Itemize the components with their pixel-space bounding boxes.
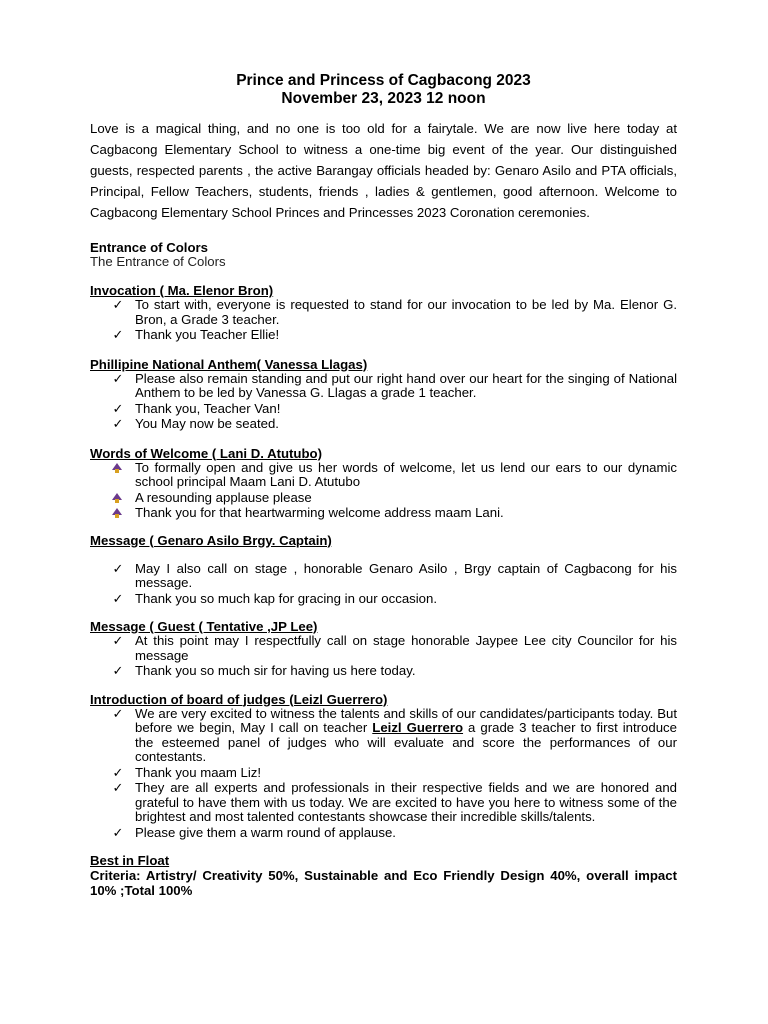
check-mark-icon: ✓ — [112, 400, 124, 416]
check-mark-icon: ✓ — [112, 416, 124, 431]
welcome-heading: Words of Welcome ( Lani D. Atutubo) — [90, 445, 322, 461]
list-item: ✓ Thank you so much kap for gracing in our occasion. — [90, 592, 677, 607]
section-entrance — [90, 240, 677, 269]
section-message-captain — [90, 533, 677, 607]
entrance-text: The Entrance of Colors — [90, 254, 226, 269]
message-captain-heading: Message ( Genaro Asilo Brgy. Captain) — [90, 532, 332, 548]
check-mark-icon: ✓ — [112, 663, 124, 678]
list-item: A resounding applause please — [90, 491, 677, 506]
check-mark-icon: ✓ — [112, 327, 124, 342]
check-mark-icon: ✓ — [112, 370, 124, 386]
list-item: ✓ Please give them a warm round of applause. — [90, 826, 677, 841]
check-mark-icon: ✓ — [112, 780, 124, 795]
entrance-heading: Entrance of Colors — [90, 240, 208, 255]
section-anthem — [90, 357, 677, 432]
check-mark-icon: ✓ — [112, 764, 124, 780]
list-item: ✓ Thank you so much sir for having us here today. — [90, 664, 677, 679]
list-item: ✓ Thank you Teacher Ellie! — [90, 328, 677, 343]
check-mark-icon: ✓ — [112, 824, 124, 840]
list-item: Thank you for that heartwarming welcome address maam Lani. — [90, 506, 677, 521]
document-page — [90, 72, 677, 898]
list-item: ✓ To start with, everyone is requested to stand for our invocation to be led by Ma. Elenor G. Bron, a Grade 3 teacher. — [90, 298, 677, 327]
section-judges — [90, 692, 677, 841]
float-heading: Best in Float — [90, 853, 170, 868]
section-best-in-float — [90, 853, 677, 898]
list-item: ✓ Thank you maam Liz! — [90, 766, 677, 781]
section-message-guest — [90, 619, 677, 679]
section-welcome — [90, 446, 677, 521]
list-item: ✓ May I also call on stage , honorable Genaro Asilo , Brgy captain of Cagbacong for his message. — [90, 562, 677, 591]
invocation-heading: Invocation ( Ma. Elenor Bron) — [90, 283, 274, 298]
arrow-bullet-icon — [112, 463, 122, 470]
check-mark-icon: ✓ — [112, 297, 124, 312]
list-item: ✓ Please also remain standing and put our right hand over our heart for the singing of National Anthem to be led by Vanessa G. Llagas a grade 1 teacher. — [90, 372, 677, 401]
list-item: ✓ We are very excited to witness the talents and skills of our candidates/participants today. But before we begin, May I call on teacher Leizl Guerrero a grade 3 teacher to first introduce the esteemed panel of judges who will evaluate and score the performances of our contestants. — [90, 707, 677, 765]
anthem-heading: Phillipine National Anthem( Vanessa Llagas) — [90, 356, 368, 372]
check-mark-icon: ✓ — [112, 633, 124, 648]
judge-intro-name: Leizl Guerrero — [372, 720, 464, 735]
arrow-bullet-icon — [112, 493, 122, 500]
title-line-1: Prince and Princess of Cagbacong 2023 — [236, 72, 531, 89]
intro-paragraph: Love is a magical thing, and no one is too old for a fairytale. We are now live here today at Cagbacong Elementary School to witness a one-time big event of the year. Our distinguished guests, respected parents , the active Barangay officials headed by: Genaro Asilo and PTA officials, Principal, Fellow Teachers, students, friends , ladies & gentlemen, good afternoon. Welcome to Cagbacong Elementary School Princes and Princesses 2023 Coronation ceremonies. — [90, 121, 677, 220]
float-criteria: Criteria: Artistry/ Creativity 50%, Sustainable and Eco Friendly Design 40%, overall impact 10% ;Total 100% — [90, 868, 677, 898]
arrow-bullet-icon — [112, 508, 122, 515]
section-invocation — [90, 283, 677, 343]
list-item: ✓ They are all experts and professionals in their respective fields and we are honored and grateful to have them with us today. We are excited to have you here to witness some of the brightest and most talented contestants showcase their incredible skills/talents. — [90, 781, 677, 825]
check-mark-icon: ✓ — [112, 590, 124, 606]
check-mark-icon: ✓ — [112, 705, 124, 721]
list-item: ✓ You May now be seated. — [90, 417, 677, 432]
list-item: ✓ Thank you, Teacher Van! — [90, 402, 677, 417]
title-line-2: November 23, 2023 12 noon — [281, 90, 486, 107]
judges-heading: Introduction of board of judges (Leizl Guerrero) — [90, 691, 388, 707]
list-item: ✓ At this point may I respectfully call on stage honorable Jaypee Lee city Councilor for his message — [90, 634, 677, 663]
list-item: To formally open and give us her words of welcome, let us lend our ears to our dynamic school principal Maam Lani D. Atutubo — [90, 461, 677, 490]
check-mark-icon: ✓ — [112, 560, 124, 576]
message-guest-heading: Message ( Guest ( Tentative ,JP Lee) — [90, 619, 318, 634]
